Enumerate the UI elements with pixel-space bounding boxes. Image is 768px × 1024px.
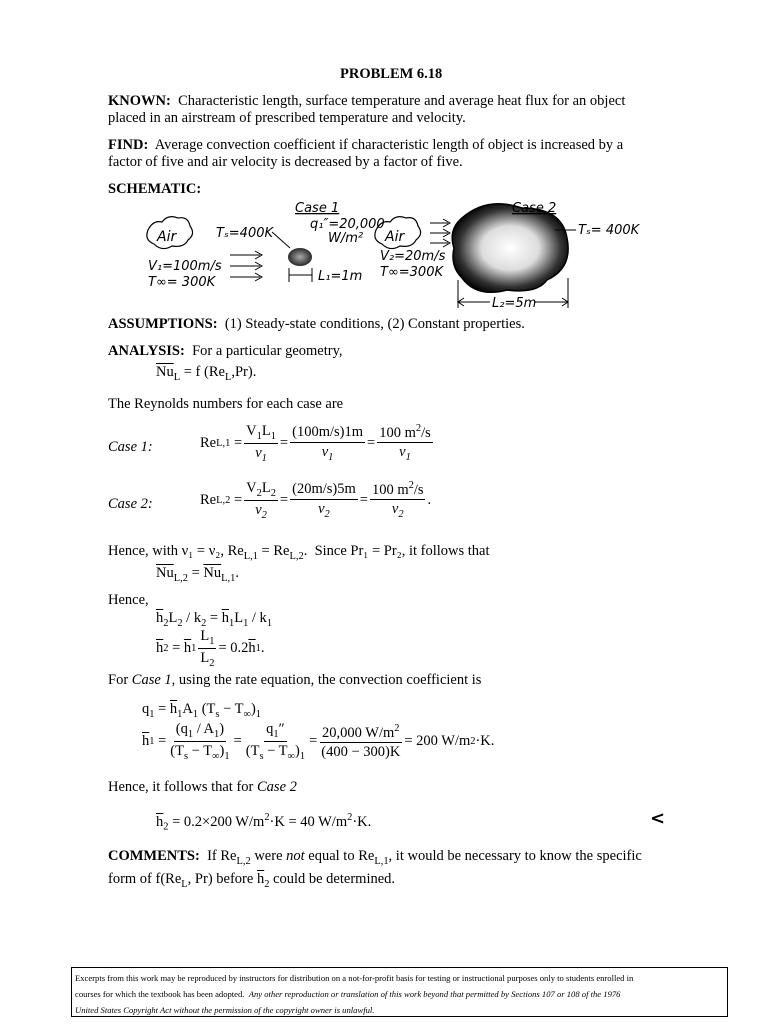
footer-line-2	[75, 986, 724, 1002]
for-case1-c: , using the rate equation, the convection coefficient is	[171, 672, 482, 688]
find-line-1	[108, 137, 623, 154]
problem-title: PROBLEM 6.18	[340, 66, 443, 82]
for-case1-b: Case 1	[131, 672, 172, 688]
q1-unit: W/m²	[328, 231, 364, 246]
assumptions-text: (1) Steady-state conditions, (2) Constant properties.	[224, 316, 525, 332]
known-label: KNOWN:	[108, 93, 171, 109]
ts2-label: Tₛ= 400K	[578, 223, 640, 238]
find-text: Average convection coefficient if characteristic length of object is increased by a	[154, 137, 624, 153]
q1-label: q₁″=20,000	[310, 217, 385, 232]
comments-line-1: COMMENTS: If $Re_{L,2}$ were not equal to $Re_{L,1}$, it would be necessary to know the specific	[108, 848, 642, 867]
case2-label: Case 2	[512, 201, 557, 216]
footer-line-3: United States Copyright Act without the permission of the copyright owner is unlawful.	[75, 1005, 375, 1015]
known-line-2: placed in an airstream of prescribed temperature and velocity.	[108, 110, 466, 126]
comments-t3: equal to Re	[308, 848, 375, 864]
comments-t6: , Pr) before	[187, 871, 254, 887]
footer-line-2a: courses for which the textbook has been adopted.	[75, 989, 245, 999]
comments-not: not	[286, 848, 305, 864]
nu-function-eq: $\overline{Nu}_L = f$ $(Re_L,Pr)$.	[156, 364, 257, 383]
analysis-text: For a particular geometry,	[192, 343, 343, 359]
h1-eq: $\overline{h}$ 1 = $\frac{(q_1 / A_1)}{(T_s - T_\infty)_1}$ = $\frac{q_1''}{(T_s - T_\infty)_1}$ = $\frac{20,000 W/m^2}{(400 - 300)K}$ = 200 W/m 2 ·K.	[142, 721, 495, 762]
case1-label: Case 1	[295, 201, 340, 216]
case1-label-text: Case 1:	[108, 439, 153, 455]
assumptions-label: ASSUMPTIONS:	[108, 316, 218, 332]
flow-arrows-1	[230, 251, 262, 281]
comments-t4: , it would be necessary to know the specific	[388, 848, 642, 864]
footer-line-1: Excerpts from this work may be reproduced by instructors for distribution on a not-for-profit basis for testing or instructional purposes only to students enrolled in	[75, 973, 634, 983]
footer-line-2b: Any other reproduction or translation of this work beyond that permitted by Sections 107 or 108 of the 1976	[248, 989, 621, 999]
analysis-label: ANALYSIS:	[108, 343, 185, 359]
schematic-label: SCHEMATIC:	[108, 181, 202, 197]
comments-t1: If Re	[207, 848, 237, 864]
h2-result-eq: $\overline{h}_2 = 0.2\times 200$ $W/m^2\cdot K = 40$ $W/m^2\cdot K$.	[156, 812, 372, 833]
case2-object	[452, 204, 568, 293]
known-text: Characteristic length, surface temperature and average heat flux for an object	[178, 93, 626, 109]
air-label-1: Air	[157, 229, 177, 245]
assumptions-line	[108, 316, 525, 333]
v2-label: V₂=20m/s	[380, 249, 446, 264]
tinf2-label: T∞=300K	[380, 265, 444, 280]
tinf1-label: T∞= 300K	[148, 275, 216, 290]
nu-equal-eq: $\overline{Nu}_{L,2} = \overline{Nu}_{L,1}$.	[156, 565, 239, 584]
known-line-1	[108, 93, 625, 110]
comments-t2: were	[254, 848, 283, 864]
case2-label-text: Case 2:	[108, 496, 153, 512]
h2-eq: $\overline{h}$ 2 = $\overline{h}$ 1 $\frac{L_1}{L_2}$ = 0.2 $\overline{h}$ 1 .	[156, 628, 265, 669]
hence-case2-a: Hence, it follows that for	[108, 779, 254, 795]
hence-case2-b: Case 2	[257, 779, 297, 795]
for-case1-line	[108, 672, 481, 689]
reynolds-intro: The Reynolds numbers for each case are	[108, 396, 344, 412]
v1-label: V₁=100m/s	[148, 259, 222, 274]
since-pr-text: Since Pr₁ = Pr₂, it follows that	[314, 543, 490, 559]
l2-label: L₂=5m	[492, 296, 537, 311]
comments-label: COMMENTS:	[108, 848, 200, 864]
q1-rate-eq: $q_1 = \overline{h}_1A_1$ $(T_s - T_\infty)_1$	[142, 701, 261, 720]
flow-arrows-2	[430, 219, 450, 247]
comments-t5: form of f(Re	[108, 871, 182, 887]
hence-text: Hence,	[108, 592, 149, 608]
ts1-label: Tₛ=400K	[216, 226, 274, 241]
hence-with-text: Hence, with ν₁ = ν₂, Re	[108, 543, 244, 559]
air-label-2: Air	[385, 229, 405, 245]
schematic-diagram	[140, 190, 660, 320]
analysis-line	[108, 343, 343, 360]
hence-case2-line	[108, 779, 297, 796]
comments-line-2: form of $f(Re_L$, Pr) before $\overline{h}_2$ could be determined.	[108, 871, 396, 890]
l1-label: L₁=1m	[318, 269, 363, 284]
l1-dimension	[289, 268, 312, 282]
comments-t7: could be determined.	[273, 871, 396, 887]
copyright-footer	[71, 967, 728, 1017]
find-line-2: factor of five and air velocity is decreased by a factor of five.	[108, 154, 463, 170]
case1-reynolds-eq: Re L,1 = $\frac{V_1L_1}{\nu_1}$ = $\frac{(100m/s)1m}{\nu_1}$ = $\frac{100 m^2/s}{\nu_1}$	[200, 423, 431, 464]
case1-object	[288, 248, 312, 266]
case2-reynolds-eq: Re L,2 = $\frac{V_2L_2}{\nu_2}$ = $\frac{(20m/s)5m}{\nu_2}$ = $\frac{100 m^2/s}{\nu_2}$ .	[200, 480, 432, 521]
hence-with-line: Hence, with ν₁ = ν₂, $Re_{L,1} = Re_{L,2}$. Since Pr₁ = Pr₂, it follows that	[108, 543, 490, 562]
find-label: FIND:	[108, 137, 149, 153]
answer-marker: <	[650, 808, 666, 829]
h-ratio-eq: $\overline{h}_2L_2 / k_2 = \overline{h}_1L_1 / k_1$	[156, 610, 273, 629]
for-case1-a: For	[108, 672, 129, 688]
